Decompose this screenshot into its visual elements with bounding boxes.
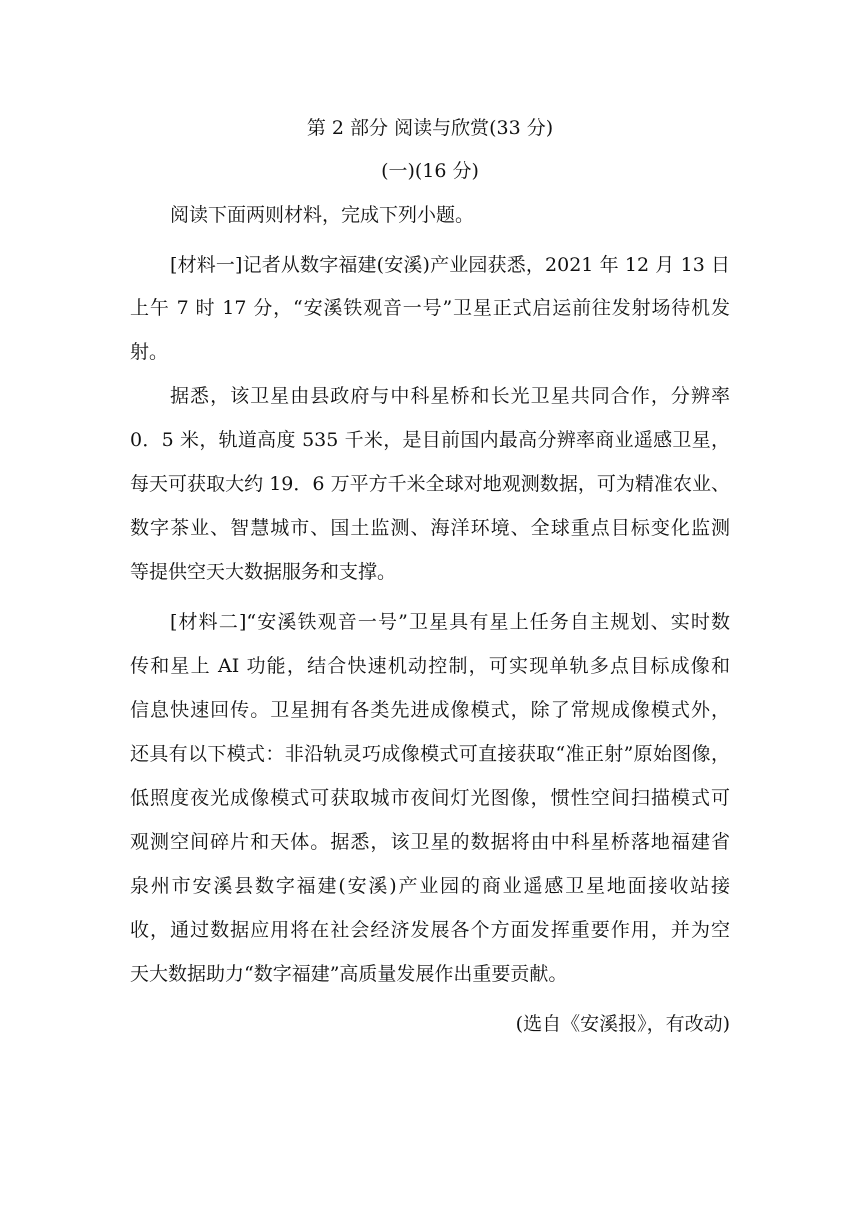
material-one-line-1: [材料一]记者从数字福建(安溪)产业园获悉，2021 年 12 月 13 日 [170, 254, 730, 276]
material-one-line-3: 射。 [130, 341, 169, 363]
material-one-line-4: 据悉，该卫星由县政府与中科星桥和长光卫星共同合作，分辨率 [170, 385, 730, 407]
material-two-line-3: 信息快速回传。卫星拥有各类先进成像模式，除了常规成像模式外， [130, 699, 730, 721]
material-two-line-4: 还具有以下模式：非沿轨灵巧成像模式可直接获取“准正射”原始图像， [130, 743, 730, 765]
source-note: (选自《安溪报》，有改动) [515, 1013, 730, 1035]
material-two-line-2: 传和星上 AI 功能，结合快速机动控制，可实现单轨多点目标成像和 [130, 655, 730, 677]
material-one-line-8: 等提供空天大数据服务和支撑。 [130, 561, 397, 583]
material-one-line-2: 上午 7 时 17 分，“安溪铁观音一号”卫星正式启运前往发射场待机发 [130, 297, 730, 319]
material-two-line-5: 低照度夜光成像模式可获取城市夜间灯光图像，惯性空间扫描模式可 [130, 787, 730, 809]
material-two-line-7: 泉州市安溪县数字福建(安溪)产业园的商业遥感卫星地面接收站接 [130, 875, 730, 897]
material-two-line-9: 天大数据助力“数字福建”高质量发展作出重要贡献。 [130, 963, 568, 985]
subsection-title: (一)(16 分) [381, 160, 479, 182]
material-one-line-7: 数字茶业、智慧城市、国土监测、海洋环境、全球重点目标变化监测 [130, 517, 730, 539]
instruction-text: 阅读下面两则材料，完成下列小题。 [170, 204, 475, 226]
material-two-line-1: [材料二]“安溪铁观音一号”卫星具有星上任务自主规划、实时数 [170, 611, 730, 633]
material-two-line-6: 观测空间碎片和天体。据悉，该卫星的数据将由中科星桥落地福建省 [130, 831, 730, 853]
material-one-line-6: 每天可获取大约 19．6 万平方千米全球对地观测数据，可为精准农业、 [130, 473, 730, 495]
material-two-line-8: 收，通过数据应用将在社会经济发展各个方面发挥重要作用，并为空 [130, 919, 730, 941]
section-title: 第 2 部分 阅读与欣赏(33 分) [306, 117, 554, 139]
material-one-line-5: 0．5 米，轨道高度 535 千米，是目前国内最高分辨率商业遥感卫星， [130, 429, 730, 451]
